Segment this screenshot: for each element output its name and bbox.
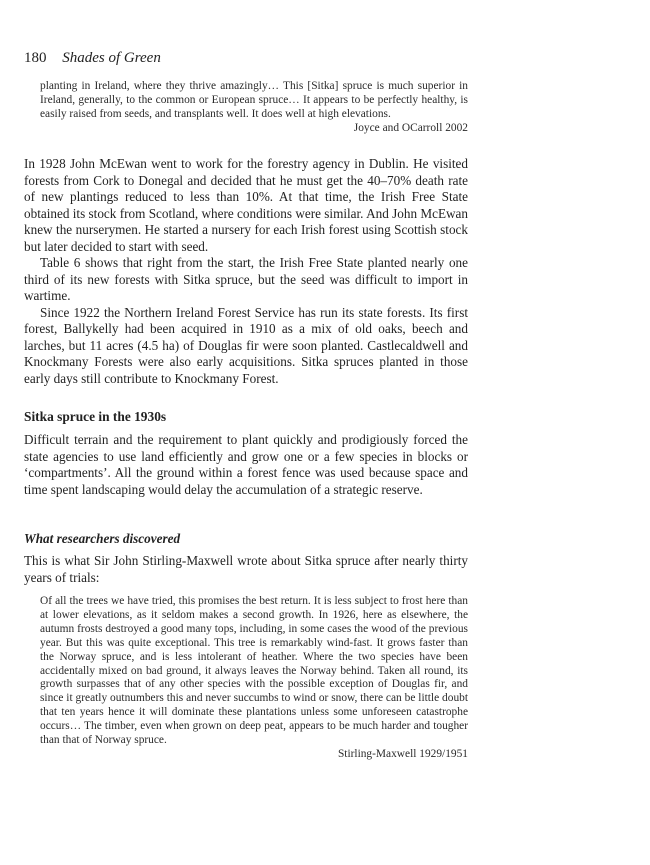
- quote-attribution: Stirling-Maxwell 1929/1951: [337, 747, 468, 760]
- section-heading: Sitka spruce in the 1930s: [24, 409, 167, 424]
- body-paragraphs: [24, 156, 468, 387]
- block-quote-stirling-maxwell: [40, 595, 468, 762]
- subsection-paragraph: This is what Sir John Stirling-Maxwell wrote about Sitka spruce after nearly thirty years of trials:: [24, 553, 468, 585]
- section-paragraph: Difficult terrain and the requirement to plant quickly and prodigiously forced the state agencies to use land efficiently and grow one or a few species in blocks or ‘compartments’. All the ground within a forest fence was used because space and time spent landscaping would delay the accumulation of a strategic reserve.: [24, 432, 468, 497]
- running-head: [24, 50, 161, 67]
- block-quote-joyce: [40, 80, 468, 136]
- quote-attribution: Joyce and OCarroll 2002: [353, 121, 468, 134]
- paragraph-table6: Table 6 shows that right from the start, the Irish Free State planted nearly one third of its new forests with Sitka spruce, but the seed was difficult to import in wartime.: [24, 255, 468, 303]
- book-title: Shades of Green: [62, 50, 161, 66]
- subsection-heading: What researchers discovered: [24, 531, 181, 546]
- page-number: 180: [24, 50, 47, 66]
- paragraph-mcewan: In 1928 John McEwan went to work for the forestry agency in Dublin. He visited forests from Cork to Donegal and decided that he must get the 40–70% death rate of new plantings reduced to less than 10%. At that time, the Irish Free State obtained its stock from Scotland, where conditions were similar. And John McEwan knew the nurserymen. He started a nursery for each Irish forest using Scottish stock but later decided to start with seed.: [24, 156, 468, 254]
- quote-text: planting in Ireland, where they thrive amazingly… This [Sitka] spruce is much superior in Ireland, generally, to the common or European spruce… It appears to be perfectly healthy, is easily raised from seeds, and transplants well. It does well at high elevations.: [40, 80, 468, 120]
- quote-text: Of all the trees we have tried, this promises the best return. It is less subject to frost here than at lower elevations, as it seldom makes a second growth. In 1926, here as elsewhere, the autumn frosts destroyed a good many tops, including, in some cases the wood of the previous year. But this was quite exceptional. This tree is remarkably wind-fast. It grows faster than the Norway spruce, and is less intolerant of heather. Where the two species have been accidentally mixed on bad ground, it always leaves the Norway behind. Taken all round, its growth surpasses that of any other species with the possible exception of Douglas fir, and since it greatly outnumbers this and never succumbs to wind or snow, there can be little doubt that ten years hence it will dominate these plantations unless some unforeseen catastrophe occurs… The timber, even when grown on deep peat, appears to be much harder and tougher than that of Norway spruce.: [40, 595, 468, 747]
- paragraph-northern-ireland: Since 1922 the Northern Ireland Forest Service has run its state forests. Its first forest, Ballykelly had been acquired in 1910 as a mix of old oaks, beech and larches, but 11 acres (4.5 ha) of Douglas fir were soon planted. Castlecaldwell and Knockmany Forests were also early acquisitions. Sitka spruces planted in those early days still contribute to Knockmany Forest.: [24, 304, 468, 386]
